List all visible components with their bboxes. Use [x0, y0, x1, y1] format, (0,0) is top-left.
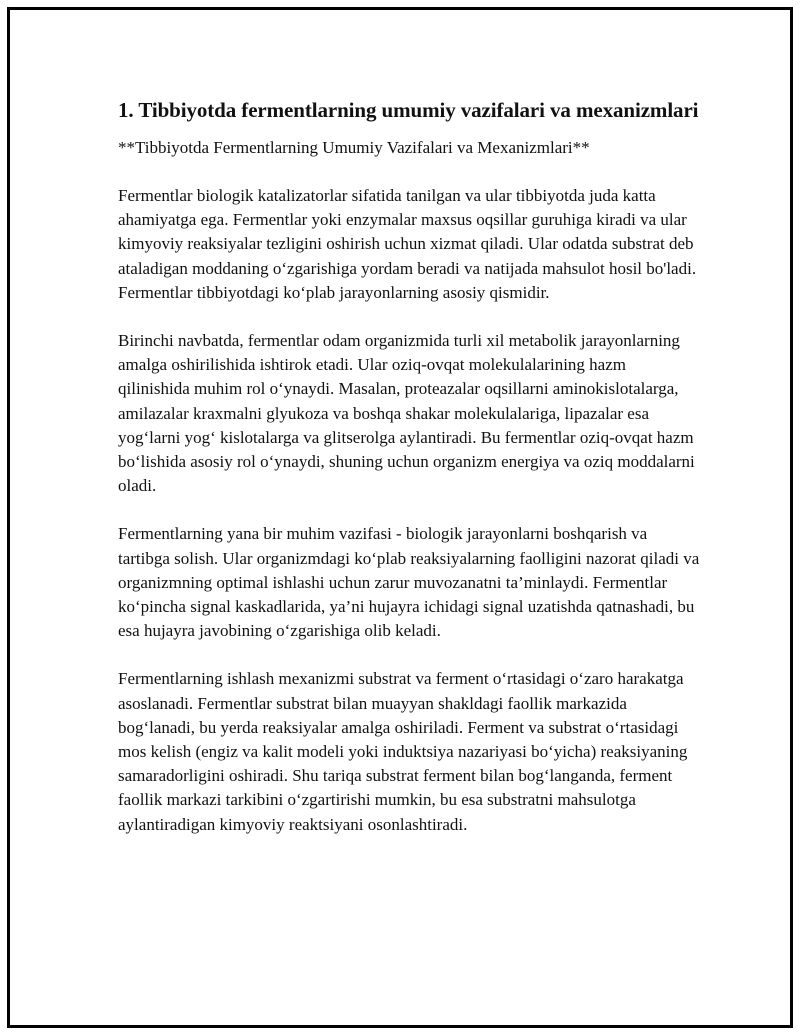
paragraph-2: Birinchi navbatda, fermentlar odam organizmida turli xil metabolik jarayonlarning amalga oshirilishida ishtirok etadi. Ular oziq-ovqat molekulalarining hazm qilinishida muhim rol o‘ynaydi. Masalan, proteazalar oqsillarni aminokislotalarga, amilazalar kraxmalni glyukoza va boshqa shakar molekulalariga, lipazalar esa yog‘larni yog‘ kislotalarga va glitserolga aylantiradi. Bu fermentlar oziq-ovqat hazm bo‘lishida asosiy rol o‘ynaydi, shuning uchun organizm energiya va oziq moddalarni oladi.: [118, 331, 695, 496]
paragraph-1: Fermentlar biologik katalizatorlar sifatida tanilgan va ular tibbiyotda juda katta ahamiyatga ega. Fermentlar yoki enzymalar maxsus oqsillar guruhiga kiradi va ular kimyoviy reaksiyalar tezligini oshirish uchun xizmat qiladi. Ular odatda substrat deb ataladigan moddaning o‘zgarishiga yordam beradi va natijada mahsulot hosil bo'ladi. Fermentlar tibbiyotdagi ko‘plab jarayonlarning asosiy qismidir.: [118, 186, 697, 302]
document-heading: 1. Tibbiyotda fermentlarning umumiy vazifalari va mexanizmlari: [118, 98, 699, 122]
document-content: [118, 96, 700, 861]
document-subtitle: **Tibbiyotda Fermentlarning Umumiy Vazifalari va Mexanizmlari**: [118, 138, 590, 157]
paragraph-4: Fermentlarning ishlash mexanizmi substrat va ferment o‘rtasidagi o‘zaro harakatga asoslanadi. Fermentlar substrat bilan muayyan shakldagi faollik markazida bog‘lanadi, bu yerda reaksiyalar amalga oshiriladi. Ferment va substrat o‘rtasidagi mos kelish (engiz va kalit modeli yoki induktsiya nazariyasi bo‘yicha) reaksiyaning samaradorligini oshiradi. Shu tariqa substrat ferment bilan bog‘langanda, ferment faollik markazi tarkibini o‘zgartirishi mumkin, bu esa substratni mahsulotga aylantiradigan kimyoviy reaktsiyani osonlashtiradi.: [118, 669, 688, 834]
page-frame: [7, 7, 793, 1028]
paragraph-3: Fermentlarning yana bir muhim vazifasi - biologik jarayonlarni boshqarish va tartibga solish. Ular organizmdagi ko‘plab reaksiyalarning faolligini nazorat qiladi va organizmning optimal ishlashi uchun zarur muvozanatni ta’minlaydi. Fermentlar ko‘pincha signal kaskadlarida, ya’ni hujayra ichidagi signal uzatishda qatnashadi, bu esa hujayra javobining o‘zgarishiga olib keladi.: [118, 524, 700, 641]
